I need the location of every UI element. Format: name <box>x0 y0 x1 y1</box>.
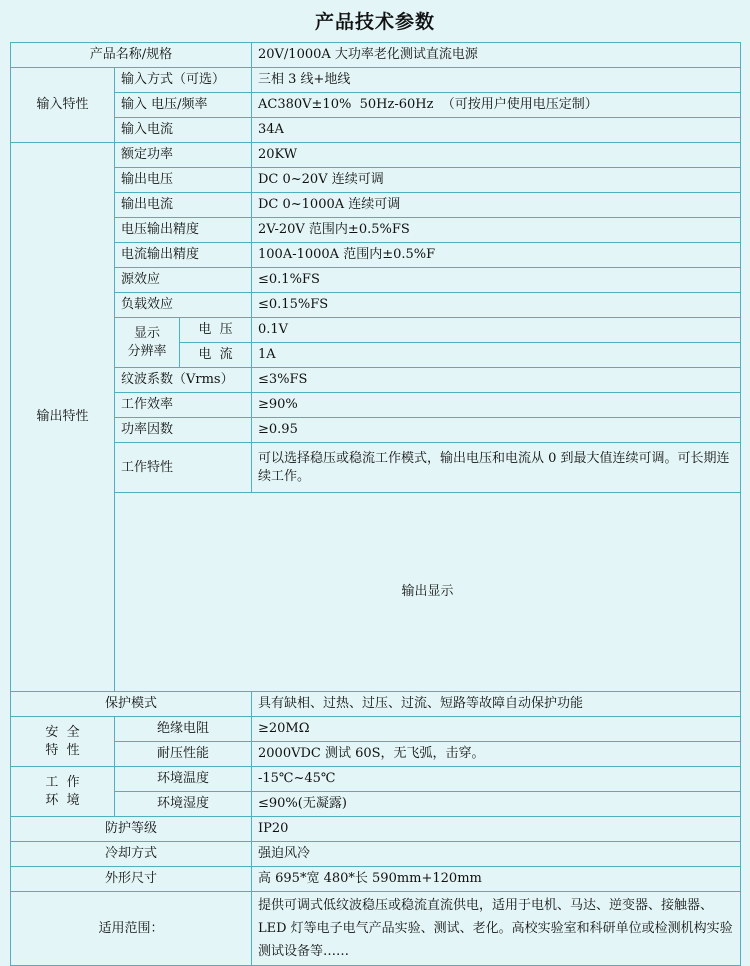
row-characteristics <box>11 443 741 493</box>
label-humidity: 环境湿度 <box>115 792 252 817</box>
page-title: 产品技术参数 <box>314 11 435 33</box>
spec-table <box>10 42 741 966</box>
row-protection <box>11 692 741 717</box>
group-environment <box>11 767 115 817</box>
label-load-effect: 负载效应 <box>115 293 252 318</box>
label-input-mode: 输入方式（可选） <box>115 68 252 93</box>
label-characteristics: 工作特性 <box>115 443 252 493</box>
label-insulation: 绝缘电阻 <box>115 717 252 742</box>
value-voltage-accuracy: 2V-20V 范围内±0.5%FS <box>252 218 741 243</box>
row-output-current <box>11 193 741 218</box>
row-load-effect <box>11 293 741 318</box>
row-ripple <box>11 368 741 393</box>
label-display: 输出显示 <box>115 493 741 692</box>
value-resolution-voltage: 0.1V <box>252 318 741 343</box>
value-power-factor: ≥0.95 <box>252 418 741 443</box>
group-resolution-line1: 显示 <box>133 325 160 341</box>
label-resolution-current: 电 流 <box>180 343 252 368</box>
label-power-factor: 功率因数 <box>115 418 252 443</box>
value-humidity: ≤90%(无凝露) <box>252 792 741 817</box>
value-ip: IP20 <box>252 817 741 842</box>
label-efficiency: 工作效率 <box>115 393 252 418</box>
group-environment-line1: 工 作 <box>45 774 80 790</box>
label-ripple: 纹波系数（Vrms） <box>115 368 252 393</box>
row-display <box>11 493 741 692</box>
row-cooling <box>11 842 741 867</box>
value-withstand: 2000VDC 测试 60S，无飞弧，击穿。 <box>252 742 741 767</box>
label-input-current: 输入电流 <box>115 118 252 143</box>
value-protection: 具有缺相、过热、过压、过流、短路等故障自动保护功能 <box>252 692 741 717</box>
value-ripple: ≤3%FS <box>252 368 741 393</box>
row-withstand <box>11 742 741 767</box>
row-temperature <box>11 767 741 792</box>
row-output-voltage <box>11 168 741 193</box>
value-source-effect: ≤0.1%FS <box>252 268 741 293</box>
label-protection: 保护模式 <box>11 692 252 717</box>
label-source-effect: 源效应 <box>115 268 252 293</box>
label-resolution-voltage: 电 压 <box>180 318 252 343</box>
row-input-current <box>11 118 741 143</box>
row-efficiency <box>11 393 741 418</box>
label-ip: 防护等级 <box>11 817 252 842</box>
row-application <box>11 892 741 966</box>
row-insulation <box>11 717 741 742</box>
row-voltage-accuracy <box>11 218 741 243</box>
value-cooling: 强迫风冷 <box>252 842 741 867</box>
row-humidity <box>11 792 741 817</box>
value-efficiency: ≥90% <box>252 393 741 418</box>
row-input-voltage <box>11 93 741 118</box>
group-safety-line1: 安 全 <box>45 724 80 740</box>
value-output-current: DC 0~1000A 连续可调 <box>252 193 741 218</box>
value-resolution-current: 1A <box>252 343 741 368</box>
label-input-voltage: 输入 电压/频率 <box>115 93 252 118</box>
label-current-accuracy: 电流输出精度 <box>115 243 252 268</box>
row-current-accuracy <box>11 243 741 268</box>
value-input-current: 34A <box>252 118 741 143</box>
row-source-effect <box>11 268 741 293</box>
value-input-mode: 三相 3 线+地线 <box>252 68 741 93</box>
row-input-mode <box>11 68 741 93</box>
row-resolution-voltage <box>11 318 741 343</box>
label-withstand: 耐压性能 <box>115 742 252 767</box>
group-resolution-line2: 分辨率 <box>127 343 167 359</box>
label-output-current: 输出电流 <box>115 193 252 218</box>
value-dimensions: 高 695*宽 480*长 590mm+120mm <box>252 867 741 892</box>
label-dimensions: 外形尺寸 <box>11 867 252 892</box>
label-output-power: 额定功率 <box>115 143 252 168</box>
label-product-name: 产品名称/规格 <box>11 43 252 68</box>
label-temperature: 环境温度 <box>115 767 252 792</box>
row-output-power <box>11 143 741 168</box>
value-insulation: ≥20MΩ <box>252 717 741 742</box>
group-output: 输出特性 <box>11 143 115 692</box>
value-temperature: -15℃~45℃ <box>252 767 741 792</box>
value-product-name: 20V/1000A 大功率老化测试直流电源 <box>252 43 741 68</box>
row-ip <box>11 817 741 842</box>
label-voltage-accuracy: 电压输出精度 <box>115 218 252 243</box>
group-environment-line2: 环 境 <box>45 792 80 808</box>
label-output-voltage: 输出电压 <box>115 168 252 193</box>
group-safety <box>11 717 115 767</box>
row-dimensions <box>11 867 741 892</box>
value-load-effect: ≤0.15%FS <box>252 293 741 318</box>
value-current-accuracy: 100A-1000A 范围内±0.5%F <box>252 243 741 268</box>
value-output-power: 20KW <box>252 143 741 168</box>
label-cooling: 冷却方式 <box>11 842 252 867</box>
row-power-factor <box>11 418 741 443</box>
value-output-voltage: DC 0~20V 连续可调 <box>252 168 741 193</box>
value-characteristics: 可以选择稳压或稳流工作模式，输出电压和电流从 0 到最大值连续可调。可长期连续工作。 <box>252 443 741 493</box>
group-input: 输入特性 <box>11 68 115 143</box>
row-product-name <box>11 43 741 68</box>
group-resolution <box>115 318 180 368</box>
group-safety-line2: 特 性 <box>45 742 80 758</box>
value-application: 提供可调式低纹波稳压或稳流直流供电，适用于电机、马达、逆变器、接触器、LED 灯等电子电气产品实验、测试、老化。高校实验室和科研单位或检测机构实验测试设备等…… <box>252 892 741 966</box>
value-input-voltage: AC380V±10% 50Hz-60Hz （可按用户使用电压定制） <box>252 93 741 118</box>
label-application: 适用范围： <box>11 892 252 966</box>
